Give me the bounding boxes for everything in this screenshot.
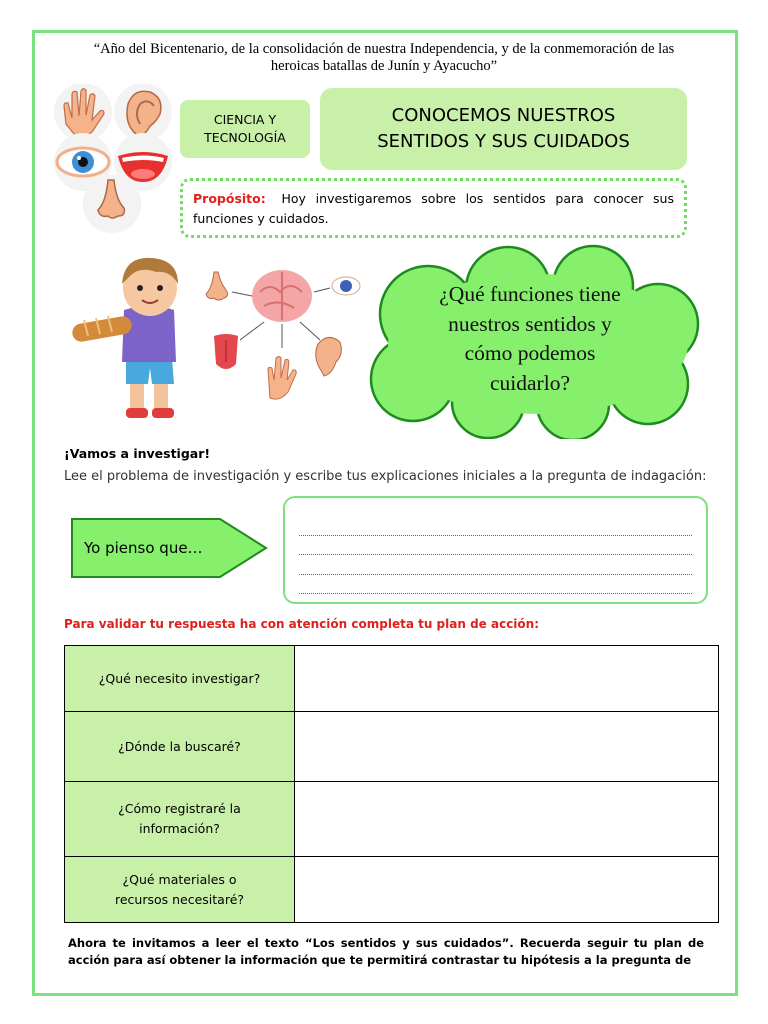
page-title-line1: CONOCEMOS NUESTROS bbox=[391, 105, 616, 126]
plan-answer-cell[interactable] bbox=[295, 857, 719, 923]
plan-question bbox=[65, 646, 295, 712]
title-box bbox=[320, 88, 687, 170]
table-row bbox=[65, 712, 719, 782]
header-quote-line2: heroicas batallas de Junín y Ayacucho” bbox=[270, 58, 498, 74]
purpose-box bbox=[180, 178, 687, 238]
eye-icon bbox=[332, 277, 360, 295]
action-plan-table bbox=[64, 645, 719, 923]
plan-question bbox=[65, 712, 295, 782]
area-box bbox=[180, 100, 310, 158]
plan-answer-cell[interactable] bbox=[295, 782, 719, 857]
answer-line[interactable] bbox=[299, 575, 692, 595]
plan-question-line2: información? bbox=[139, 821, 220, 836]
plan-question bbox=[65, 857, 295, 923]
question-line3: cómo podemos bbox=[464, 341, 596, 365]
footer-instruction: Ahora te invitamos a leer el texto “Los sentidos y sus cuidados”. Recuerda seguir tu plan de acción para así obtener la información que te permitirá contrastar tu hipótesis a la pregunta de bbox=[68, 936, 704, 967]
table-row bbox=[65, 646, 719, 712]
purpose-label: Propósito: bbox=[193, 191, 266, 206]
hypothesis-label: Yo pienso que… bbox=[84, 539, 203, 557]
plan-answer-cell[interactable] bbox=[295, 712, 719, 782]
plan-question-line1: ¿Dónde la buscaré? bbox=[118, 738, 241, 754]
plan-question bbox=[65, 782, 295, 857]
header-quote-line1: “Año del Bicentenario, de la consolidación de nuestra Independencia, y de la conmemoración de las bbox=[93, 41, 675, 57]
nose-icon bbox=[206, 272, 228, 300]
hypothesis-answer-box[interactable] bbox=[283, 496, 708, 604]
kid-eating-bread-illustration bbox=[70, 250, 200, 420]
nose-icon bbox=[83, 175, 141, 233]
plan-question-line1: ¿Qué materiales o bbox=[122, 871, 237, 887]
tongue-icon bbox=[214, 334, 238, 369]
plan-question-line1: ¿Qué necesito investigar? bbox=[98, 670, 261, 686]
question-line1: ¿Qué funciones tiene bbox=[439, 282, 621, 306]
plan-answer-cell[interactable] bbox=[295, 646, 719, 712]
page-title-line2: SENTIDOS Y SUS CUIDADOS bbox=[377, 131, 630, 152]
area-line1: CIENCIA Y bbox=[213, 112, 277, 127]
ear-icon bbox=[114, 84, 172, 141]
purpose-text: Hoy investigaremos sobre los sentidos para conocer sus funciones y cuidados. bbox=[193, 191, 674, 226]
senses-collage bbox=[48, 84, 176, 234]
table-row bbox=[65, 782, 719, 857]
validate-instruction: Para validar tu respuesta ha con atención completa tu plan de acción: bbox=[64, 617, 540, 631]
answer-line[interactable] bbox=[299, 555, 692, 575]
question-line2: nuestros sentidos y bbox=[448, 311, 612, 336]
hand-icon bbox=[54, 84, 112, 141]
answer-line[interactable] bbox=[299, 536, 692, 556]
header-quote bbox=[50, 41, 718, 75]
plan-question-line2: recursos necesitaré? bbox=[114, 891, 245, 907]
hand-icon bbox=[268, 357, 296, 400]
table-row bbox=[65, 857, 719, 923]
question-line4: cuidarlo? bbox=[490, 370, 570, 395]
answer-line[interactable] bbox=[299, 516, 692, 536]
area-line2: TECNOLOGÍA bbox=[204, 130, 286, 145]
question-cloud-text bbox=[400, 280, 660, 398]
ear-icon bbox=[316, 337, 342, 376]
senses-brain-diagram bbox=[200, 262, 365, 402]
investigate-title: ¡Vamos a investigar! bbox=[64, 446, 211, 461]
investigate-instruction: Lee el problema de investigación y escribe tus explicaciones iniciales a la pregunta de indagación: bbox=[64, 469, 707, 484]
brain-icon bbox=[252, 270, 312, 322]
plan-question-line1: ¿Cómo registraré la bbox=[118, 801, 241, 816]
